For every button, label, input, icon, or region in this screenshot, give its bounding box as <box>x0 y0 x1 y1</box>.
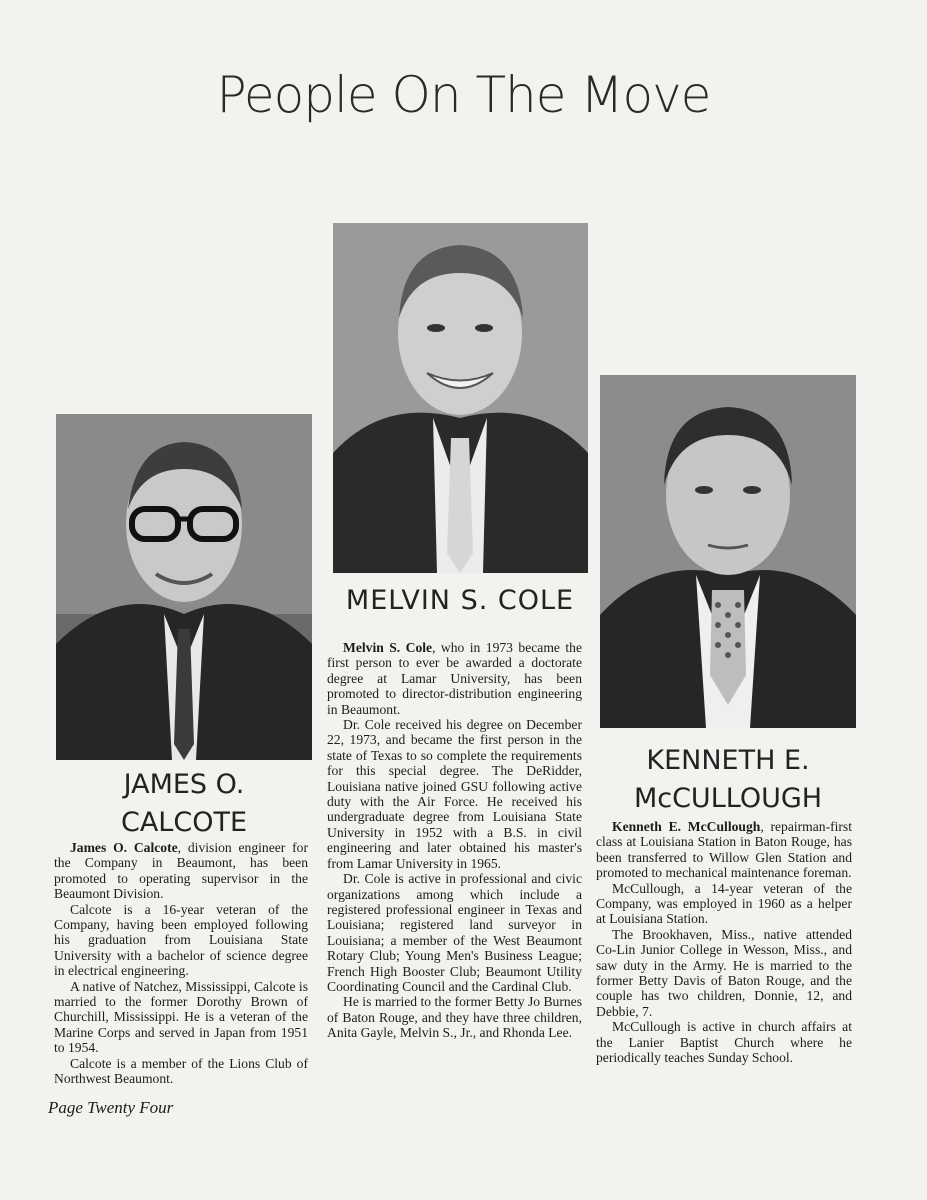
photo-kenneth-mccullough <box>600 375 856 728</box>
lead-name: Kenneth E. McCullough <box>612 819 761 834</box>
article-james-calcote <box>54 840 308 1087</box>
lead-name: James O. Calcote <box>70 840 178 855</box>
paragraph: He is married to the former Betty Jo Burnes of Baton Rouge, and they have three children, Anita Gayle, Melvin S., Jr., and Rhonda Lee. <box>327 994 582 1041</box>
name-line-1: JAMES O. <box>123 769 245 800</box>
paragraph: James O. Calcote, division engineer for the Company in Beaumont, has been promoted to operating supervisor in the Beaumont Division. <box>54 840 308 902</box>
name-line-2: CALCOTE <box>120 807 248 838</box>
paragraph: Calcote is a 16-year veteran of the Company, having been employed following his graduation from Louisiana State University with a bachelor of science degree in electrical engineering. <box>54 901 308 979</box>
paragraph: The Brookhaven, Miss., native attended Co-Lin Junior College in Wesson, Miss., and saw duty in the Army. He is married to the former Betty Davis of Baton Rouge, and the couple has two children, Donnie, 12, and Debbie, 7. <box>596 926 852 1019</box>
name-line-1: KENNETH E. <box>646 745 810 776</box>
name-kenneth-mccullough <box>596 742 860 818</box>
paragraph: A native of Natchez, Mississippi, Calcote is married to the former Dorothy Brown of Churchill, Mississippi. He is a veteran of the Marine Corps and served in Japan from 1951 to 1954. <box>54 978 308 1056</box>
paragraph: Melvin S. Cole, who in 1973 became the first person to ever be awarded a doctorate degree at Lamar University, has been promoted to director-distribution engineering in Beaumont. <box>327 640 582 717</box>
name-melvin-cole: MELVIN S. COLE <box>345 585 575 616</box>
paragraph: McCullough, a 14-year veteran of the Company, was employed in 1960 as a helper at Louisiana Station. <box>596 880 852 927</box>
paragraph: Calcote is a member of the Lions Club of Northwest Beaumont. <box>54 1055 308 1087</box>
article-kenneth-mccullough <box>596 819 852 1066</box>
page-number: Page Twenty Four <box>48 1098 174 1117</box>
paragraph: Kenneth E. McCullough, repairman-first class at Louisiana Station in Baton Rouge, has been transferred to Willow Glen Station and promoted to mechanical maintenance foreman. <box>596 819 852 881</box>
page-title: People On The Move <box>216 66 711 124</box>
name-line-2: McCULLOUGH <box>633 783 823 814</box>
lead-name: Melvin S. Cole <box>343 640 433 655</box>
paragraph: Dr. Cole received his degree on December 22, 1973, and became the first person in the state of Texas to so complete the requirements for this special degree. The DeRidder, Louisiana native joined GSU following active duty with the Air Force. He received his undergraduate degree from Louisiana State University in 1952 with a B.S. in civil engineering and later obtained his master's from Lamar University in 1965. <box>327 717 582 871</box>
paragraph: McCullough is active in church affairs at the Lanier Baptist Church where he periodically teaches Sunday School. <box>596 1019 852 1066</box>
photo-melvin-cole <box>333 223 588 573</box>
paragraph: Dr. Cole is active in professional and civic organizations among which include a registered professional engineer in Texas and Louisiana; registered land surveyor in Louisiana; a member of the West Beaumont Rotary Club; Young Men's Business League; French High Booster Club; Beaumont Utility Coordinating Council and the Cardinal Club. <box>327 871 582 994</box>
name-james-calcote <box>56 766 312 842</box>
article-melvin-cole <box>327 640 582 1041</box>
photo-james-calcote <box>56 414 312 760</box>
